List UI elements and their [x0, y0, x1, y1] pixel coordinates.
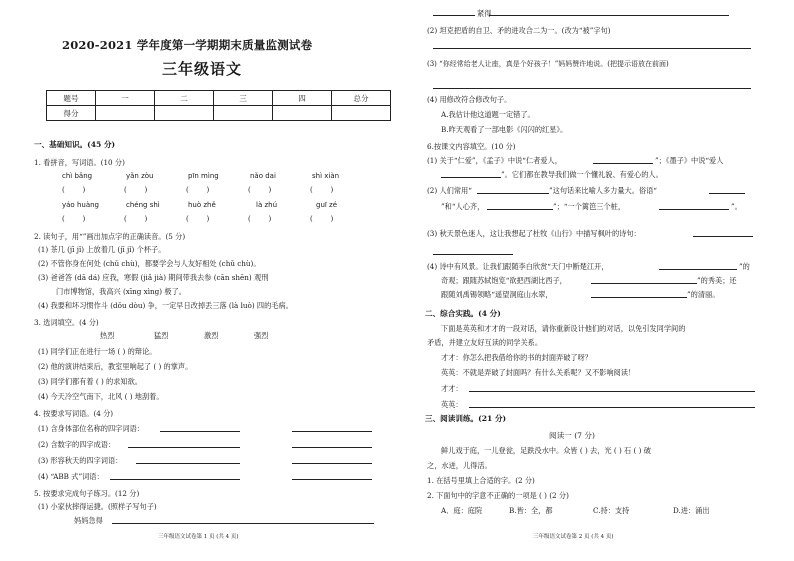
- s2-text: 矛盾，并建立友好互读的同学关系。: [427, 338, 543, 347]
- answer-blank[interactable]: ( ): [124, 215, 148, 223]
- right-page: [397, 0, 794, 561]
- answer-line[interactable]: [160, 431, 240, 432]
- answer-line[interactable]: [591, 283, 697, 284]
- q2-item: 门市博物馆，我高兴 (xīng xìng) 极了。: [56, 287, 186, 296]
- score-header-cell: 二: [155, 91, 214, 106]
- q6-text: (1) 关于“仁爱”，《孟子》中说“仁者爱人，: [427, 156, 562, 165]
- score-cell[interactable]: [273, 106, 332, 121]
- answer-blank[interactable]: ( ): [248, 215, 272, 223]
- score-row: [47, 106, 391, 121]
- q3-word: 猛烈: [154, 331, 169, 340]
- page-footer: 三年级语文试卷第 2 页 (共 4 页): [533, 534, 614, 540]
- q5-item: 妈妈急得: [74, 516, 103, 525]
- pinyin: yǎn zòu: [126, 172, 154, 180]
- answer-blank[interactable]: ( ): [186, 186, 210, 194]
- q6-text: ”；“一个篱笆三个桩，: [553, 202, 626, 211]
- q3-word: 热烈: [100, 331, 115, 340]
- answer-line[interactable]: [659, 269, 737, 270]
- r2-item: (2) 坦克把盾的自卫、矛的进攻合二为一。(改为“被”字句): [427, 26, 611, 35]
- answer-blank[interactable]: ( ): [248, 186, 272, 194]
- q6-text: ”；《墨子》中说“爱人: [655, 156, 724, 165]
- reading-title: 阅读一 (7 分): [549, 431, 595, 440]
- q4-item: (4) “ABB 式”词语：: [38, 472, 104, 481]
- s2-dialogue: 才才：你怎么把我借给你的书的封面弄破了呀？: [441, 353, 592, 362]
- answer-line[interactable]: [112, 523, 374, 524]
- score-header-row: [47, 91, 391, 106]
- q3-word: 激烈: [204, 331, 219, 340]
- passage-text: 鲜儿戏于庭，一儿登瓮，足跌没水中。众皆 ( ) 去，光 ( ) 石 ( ) 破: [441, 446, 651, 455]
- top-word: 紧得: [477, 9, 492, 18]
- score-cell[interactable]: [214, 106, 273, 121]
- s2-text: 下面是英英和才才的一段对话，请你重新设计他们的对话，以免引发同学间的: [441, 324, 686, 333]
- answer-line[interactable]: [489, 15, 729, 16]
- answer-line[interactable]: [709, 193, 745, 194]
- answer-blank[interactable]: ( ): [62, 186, 86, 194]
- q3-item: (1) 同学们正在进行一场 ( ) 的辩论。: [38, 347, 157, 356]
- pinyin: huò zhě: [188, 201, 216, 209]
- q3-heading: 3. 选词填空。(4 分): [34, 318, 99, 327]
- answer-line[interactable]: [477, 193, 549, 194]
- score-header-cell: 题号: [47, 91, 96, 106]
- score-cell[interactable]: [332, 106, 391, 121]
- q4-item: (3) 形容秋天的四字词语：: [38, 456, 123, 465]
- pinyin: chéng shì: [126, 201, 160, 209]
- s2-speaker: 英英：: [441, 400, 463, 409]
- score-header-cell: 一: [96, 91, 155, 106]
- q6-text: (4) 诗中有风景。让我们跟随李白欣赏“天门中断楚江开，: [427, 262, 609, 271]
- q2-item: (1) 茶几 (jī jǐ) 上放着几 (jī jǐ) 个杯子。: [38, 245, 166, 254]
- answer-line[interactable]: [693, 236, 753, 237]
- r4-option: A.我估计他这道题一定错了。: [441, 110, 535, 119]
- answer-line[interactable]: [469, 407, 755, 408]
- choice-option: D.进：涌出: [673, 506, 710, 515]
- answer-line[interactable]: [292, 479, 372, 480]
- q4-item: (2) 含数字的四字成语：: [38, 440, 116, 449]
- answer-line[interactable]: [128, 447, 240, 448]
- answer-line[interactable]: [469, 391, 755, 392]
- answer-line[interactable]: [433, 15, 475, 16]
- answer-line[interactable]: [593, 163, 653, 164]
- q3-item: (2) 他的演讲结束后，教室里响起了 ( ) 的掌声。: [38, 362, 193, 371]
- answer-line[interactable]: [136, 463, 240, 464]
- answer-line[interactable]: [591, 297, 687, 298]
- answer-line[interactable]: [441, 177, 501, 178]
- score-cell[interactable]: [155, 106, 214, 121]
- section-3-heading: 三、阅读训练。(21 分): [425, 414, 507, 423]
- score-cell[interactable]: [96, 106, 155, 121]
- choice-option: B.皆：全，都: [509, 506, 553, 515]
- q4-item: (1) 含身体部位名称的四字词语：: [38, 424, 144, 433]
- q2-item: (2) 不管你身在何处 (chǔ chù)，都要学会与人友好相处 (chǔ chù)。: [38, 259, 261, 268]
- score-header-cell: 三: [214, 91, 273, 106]
- r4-option: B.昨天观看了一部电影《闪闪的红星》。: [441, 125, 568, 134]
- pinyin: pīn mìng: [188, 172, 219, 180]
- q2-item: (3) 爸爸答 (dā dá) 应我，寒假 (jiǎ jià) 期间带我去参 (cān shēn) 观刑: [38, 273, 269, 282]
- pinyin: chì bǎng: [62, 172, 93, 180]
- exam-title: 2020-2021 学年度第一学期期末质量监测试卷: [62, 38, 313, 52]
- score-header-cell: 四: [273, 91, 332, 106]
- q3-item: (4) 今天冷空气南下，北风 ( ) 地刮着。: [38, 392, 164, 401]
- answer-line[interactable]: [110, 479, 240, 480]
- score-row-label: 得分: [47, 106, 96, 121]
- answer-line[interactable]: [292, 447, 372, 448]
- answer-line[interactable]: [433, 48, 751, 49]
- s2-speaker: 才才：: [441, 384, 463, 393]
- q6-text: ”和“人心齐，: [441, 202, 485, 211]
- pinyin: nǎo dai: [250, 172, 276, 180]
- q2-heading: 2. 读句子，用“”画出加点字的正确读音。(5 分): [34, 232, 186, 241]
- section-1-heading: 一、基础知识。(45 分): [34, 140, 116, 149]
- r4-item: (4) 用修改符合修改句子。: [427, 95, 512, 104]
- answer-line[interactable]: [487, 209, 553, 210]
- q6-text: ”这句话来比喻人多力量大。俗语“: [549, 186, 657, 195]
- q6-text: (2) 人们常用“: [427, 186, 472, 195]
- q6-heading: 6.按课文内容填空。(10 分): [427, 142, 516, 151]
- reading-question: 2. 下面句中的字意不正确的一项是 ( ) (2 分): [427, 491, 569, 500]
- s2-dialogue: 英英：不就是弄破了封面吗？有什么关系呢？又不影响阅读！: [441, 368, 636, 377]
- q3-item: (3) 同学们都有着 ( ) 的求知欲。: [38, 377, 142, 386]
- passage-text: 之，水迸，儿得活。: [427, 461, 492, 470]
- answer-line[interactable]: [433, 254, 513, 255]
- q2-item: (4) 我要和坏习惯作斗 (dǒu dòu) 争，一定早日改掉丢三落 (là luò) 四的毛病。: [38, 301, 293, 310]
- q1-heading: 1. 看拼音，写词语。(10 分): [34, 158, 125, 167]
- q5-heading: 5. 按要求完成句子练习。(12 分): [34, 489, 140, 498]
- choice-option: C.持：支持: [593, 506, 630, 515]
- q6-text: ”的清丽。: [687, 290, 720, 299]
- reading-question: 1. 在括号里填上合适的字。(2 分): [427, 476, 535, 485]
- score-header-cell: 总分: [332, 91, 391, 106]
- q3-word: 强烈: [254, 331, 269, 340]
- pinyin: yáo huàng: [62, 201, 99, 209]
- answer-blank[interactable]: ( ): [186, 215, 210, 223]
- pinyin: shì xiàn: [312, 172, 340, 180]
- answer-blank[interactable]: ( ): [62, 215, 86, 223]
- answer-line[interactable]: [292, 463, 372, 464]
- section-2-heading: 二、综合实践。(4 分): [425, 309, 501, 318]
- choice-option: A．庭：庭院: [441, 506, 483, 515]
- q6-text: ”的秀美；还: [697, 276, 737, 285]
- answer-blank[interactable]: ( ): [124, 186, 148, 194]
- subject-title: 三年级语文: [162, 60, 243, 78]
- q6-text: (3) 秋天景色迷人，这让我想起了杜牧《山行》中描写枫叶的诗句：: [427, 229, 641, 238]
- r3-item: (3) “你经常给老人让座，真是个好孩子！”妈妈赞许地说。(把提示语放在前面): [427, 60, 669, 68]
- q6-text: ”。: [731, 202, 742, 211]
- score-table: [46, 90, 391, 121]
- q4-heading: 4. 按要求写词语。(4 分): [34, 409, 114, 418]
- pinyin: guī zé: [316, 201, 338, 209]
- q6-text: ”的: [739, 262, 750, 271]
- answer-blank[interactable]: ( ): [310, 215, 334, 223]
- answer-line[interactable]: [433, 88, 751, 89]
- answer-line[interactable]: [292, 431, 372, 432]
- answer-line[interactable]: [659, 209, 729, 210]
- q6-text: ”。它们都在教导我们做一个懂礼貌、有爱心的人。: [501, 170, 663, 179]
- q5-item: (1) 小家伙摔得运捷。(照样子写句子): [38, 502, 157, 511]
- page-footer: 三年级语文试卷第 1 页 (共 4 页): [158, 534, 239, 540]
- q6-text: 跟随刘禹锡领略“遥望洞庭山水翠，: [441, 290, 553, 299]
- pinyin: là zhú: [256, 201, 278, 209]
- q6-text: 奇观；跟随苏轼饱览“欲把西湖比西子，: [441, 276, 567, 285]
- answer-blank[interactable]: ( ): [310, 186, 334, 194]
